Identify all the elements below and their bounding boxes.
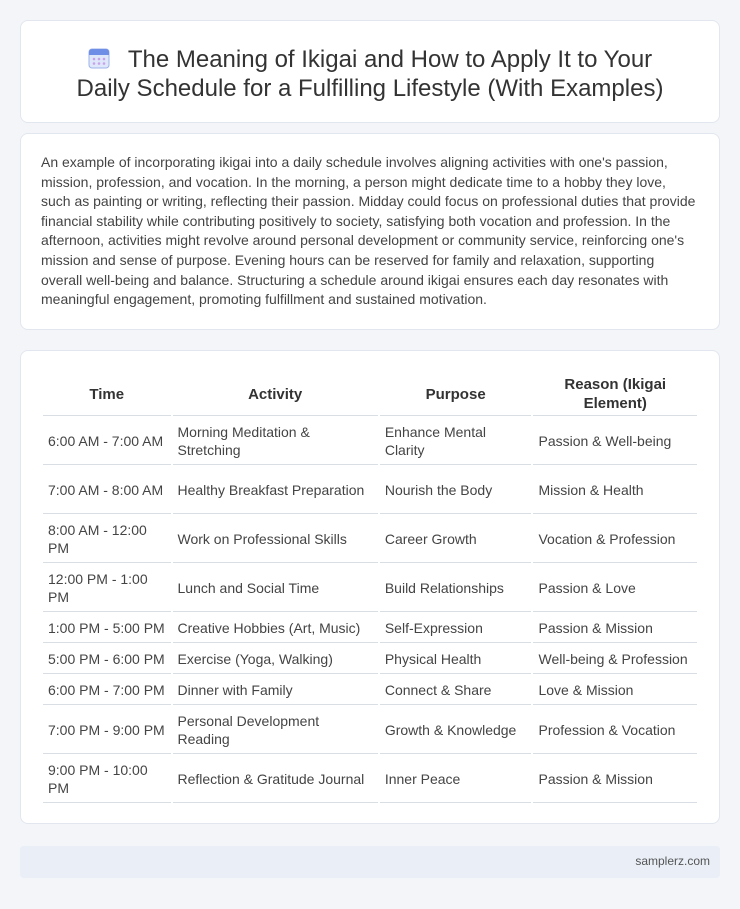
cell-purpose: Nourish the Body	[380, 467, 532, 514]
cell-activity: Dinner with Family	[173, 676, 378, 705]
cell-time: 6:00 PM - 7:00 PM	[43, 676, 171, 705]
description-card	[20, 133, 720, 330]
table-row	[43, 676, 697, 705]
cell-activity: Personal Development Reading	[173, 707, 378, 754]
cell-purpose: Growth & Knowledge	[380, 707, 532, 754]
footer-site-link[interactable]: samplerz.com	[635, 854, 710, 868]
cell-reason: Passion & Love	[533, 565, 697, 612]
cell-time: 5:00 PM - 6:00 PM	[43, 645, 171, 674]
table-row	[43, 418, 697, 465]
header-reason: Reason (Ikigai Element)	[533, 373, 697, 416]
cell-reason: Love & Mission	[533, 676, 697, 705]
cell-time: 6:00 AM - 7:00 AM	[43, 418, 171, 465]
cell-reason: Passion & Mission	[533, 614, 697, 643]
cell-purpose: Physical Health	[380, 645, 532, 674]
table-row	[43, 516, 697, 563]
cell-purpose: Build Relationships	[380, 565, 532, 612]
cell-purpose: Self-Expression	[380, 614, 532, 643]
cell-time: 8:00 AM - 12:00 PM	[43, 516, 171, 563]
cell-time: 7:00 PM - 9:00 PM	[43, 707, 171, 754]
cell-activity: Reflection & Gratitude Journal	[173, 756, 378, 803]
schedule-table-card	[20, 350, 720, 824]
table-row	[43, 565, 697, 612]
footer	[20, 846, 720, 878]
cell-reason: Vocation & Profession	[533, 516, 697, 563]
cell-reason: Mission & Health	[533, 467, 697, 514]
cell-activity: Lunch and Social Time	[173, 565, 378, 612]
cell-time: 9:00 PM - 10:00 PM	[43, 756, 171, 803]
cell-time: 1:00 PM - 5:00 PM	[43, 614, 171, 643]
table-header-row	[43, 373, 697, 416]
cell-reason: Well-being & Profession	[533, 645, 697, 674]
table-row	[43, 756, 697, 803]
header-purpose: Purpose	[380, 373, 532, 416]
table-row	[43, 645, 697, 674]
cell-purpose: Career Growth	[380, 516, 532, 563]
cell-activity: Exercise (Yoga, Walking)	[173, 645, 378, 674]
page-title-text: The Meaning of Ikigai and How to Apply It to Your Daily Schedule for a Fulfilling Lifestyle (With Examples)	[76, 46, 664, 102]
header-activity: Activity	[173, 373, 378, 416]
table-row	[43, 614, 697, 643]
cell-time: 12:00 PM - 1:00 PM	[43, 565, 171, 612]
cell-purpose: Connect & Share	[380, 676, 532, 705]
cell-reason: Passion & Well-being	[533, 418, 697, 465]
page-title	[21, 45, 719, 103]
cell-activity: Healthy Breakfast Preparation	[173, 467, 378, 514]
schedule-table	[41, 371, 699, 805]
calendar-icon	[88, 47, 110, 69]
cell-activity: Work on Professional Skills	[173, 516, 378, 563]
cell-time: 7:00 AM - 8:00 AM	[43, 467, 171, 514]
cell-purpose: Enhance Mental Clarity	[380, 418, 532, 465]
cell-activity: Morning Meditation & Stretching	[173, 418, 378, 465]
description-text: An example of incorporating ikigai into a daily schedule involves aligning activities with one's passion, mission, profession, and vocation. In the morning, a person might dedicate time to a hobby they love, such as painting or writing, reflecting their passion. Midday could focus on professional duties that provide financial stability while contributing positively to society, satisfying both vocation and profession. In the afternoon, activities might revolve around personal development or community service, reinforcing one's mission and sense of purpose. Evening hours can be reserved for family and relaxation, supporting overall well-being and balance. Structuring a schedule around ikigai ensures each day resonates with meaningful engagement, promoting fulfillment and sustained motivation.	[41, 154, 696, 308]
table-row	[43, 467, 697, 514]
cell-activity: Creative Hobbies (Art, Music)	[173, 614, 378, 643]
cell-reason: Passion & Mission	[533, 756, 697, 803]
header-time: Time	[43, 373, 171, 416]
cell-purpose: Inner Peace	[380, 756, 532, 803]
title-card	[20, 20, 720, 123]
cell-reason: Profession & Vocation	[533, 707, 697, 754]
table-row	[43, 707, 697, 754]
